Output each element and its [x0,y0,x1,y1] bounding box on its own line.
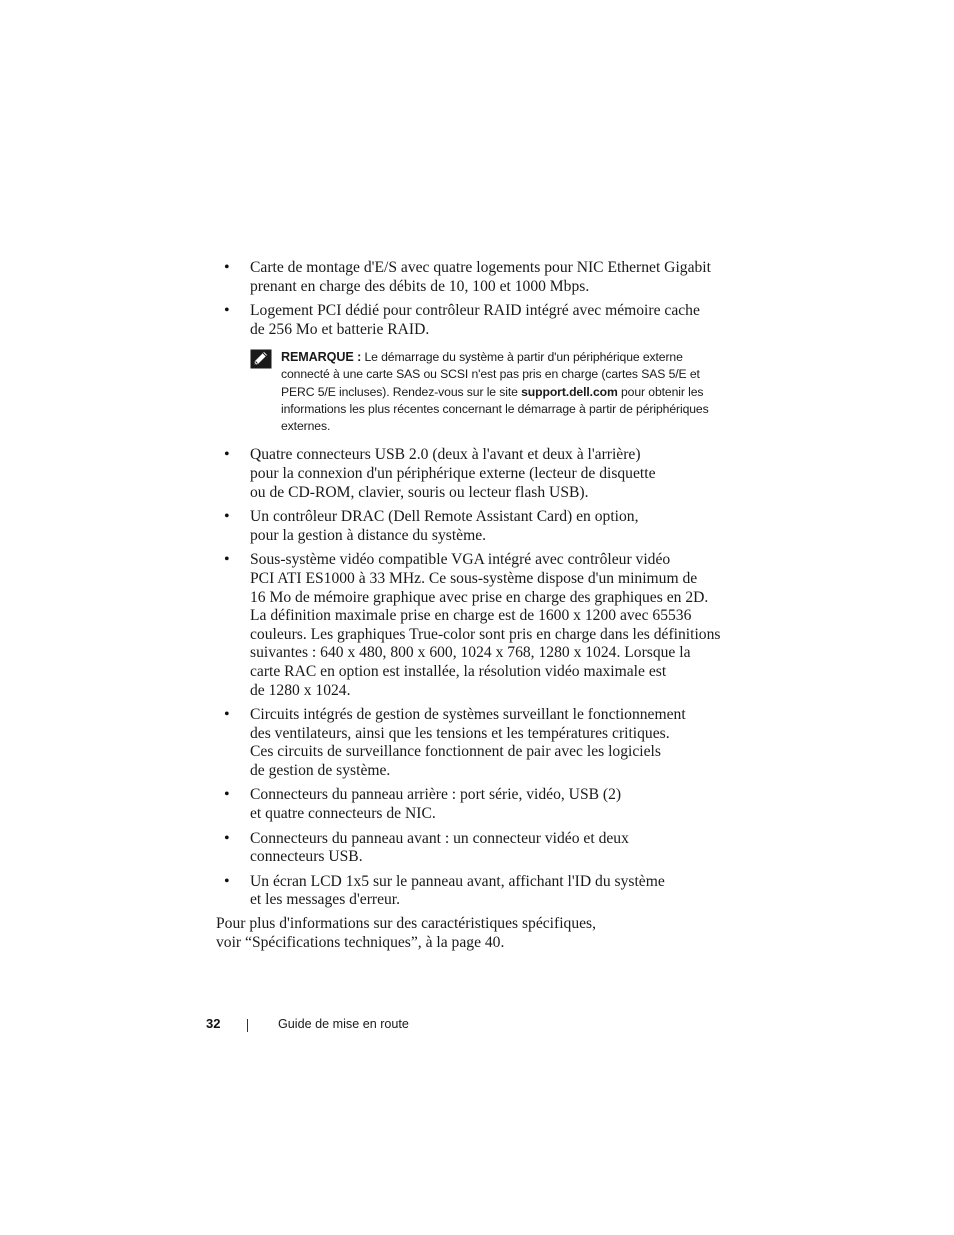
bullet-icon: • [224,446,230,464]
list-item-text: Un écran LCD 1x5 sur le panneau avant, affichant l'ID du système et les messages d'erreur. [250,872,665,909]
list-item [222,508,722,545]
note-body-end: pour obtenir les informations les plus récentes concernant le démarrage à partir de périphériques externes. [281,384,709,434]
list-item [222,446,722,502]
note-label: REMARQUE : [281,350,362,364]
page-footer [0,1014,954,1036]
list-item-text: Connecteurs du panneau arrière : port série, vidéo, USB (2) et quatre connecteurs de NIC. [250,786,622,823]
list-item [222,259,722,296]
bullet-icon: • [224,706,230,724]
list-item-text: Connecteurs du panneau avant : un connecteur vidéo et deux connecteurs USB. [250,829,629,866]
footer-divider [247,1019,248,1032]
list-item-text: Sous-système vidéo compatible VGA intégré avec contrôleur vidéo PCI ATI ES1000 à 33 MHz. Ce sous-système dispose d'un minimum de 16 Mo de mémoire graphique avec prise en charge des graphiques en 2D. La définition maximale prise en charge est de 1600 x 1200 avec 65536 couleurs. Les graphiques True-color sont pris en charge dans les définitions suivantes : 640 x 480, 800 x 600, 1024 x 768, 1280 x 1024. Lorsque la carte RAC en option est installée, la résolution vidéo maximale est de 1280 x 1024. [250,551,721,699]
bullet-icon: • [224,508,230,526]
list-item [222,830,722,867]
list-item [222,786,722,823]
list-item-text: Carte de montage d'E/S avec quatre logements pour NIC Ethernet Gigabit prenant en charge des débits de 10, 100 et 1000 Mbps. [250,259,711,295]
bullet-icon: • [224,302,230,320]
bullet-icon: • [224,786,230,804]
list-item [222,873,722,910]
list-item [222,302,722,339]
footer-title: Guide de mise en route [278,1017,409,1031]
note-body: Le démarrage du système à partir d'un périphérique externe connecté à une carte SAS ou SCSI n'est pas pris en charge (cartes SAS 5/E et PERC 5/E incluses). Rendez-vous sur le site [281,350,700,399]
page-number: 32 [206,1016,221,1031]
support-link[interactable]: support.dell.com [521,384,618,399]
list-item-text: Quatre connecteurs USB 2.0 (deux à l'avant et deux à l'arrière) pour la connexion d'un périphérique externe (lecteur de disquette ou de CD-ROM, clavier, souris ou lecteur flash USB). [250,446,656,501]
note-text [281,349,721,435]
bullet-icon: • [224,259,230,276]
bullet-icon: • [224,872,230,890]
list-item [222,551,722,700]
bullet-icon: • [224,829,230,847]
list-item [222,706,722,780]
pencil-note-icon [250,349,272,369]
closing-paragraph: Pour plus d'informations sur des caractéristiques spécifiques, voir “Spécifications techniques”, à la page 40. [216,915,597,951]
list-item-text: Un contrôleur DRAC (Dell Remote Assistant Card) en option, pour la gestion à distance du système. [250,508,639,544]
list-item-text: Logement PCI dédié pour contrôleur RAID intégré avec mémoire cache de 256 Mo et batterie RAID. [250,302,700,338]
list-item-text: Circuits intégrés de gestion de systèmes surveillant le fonctionnement des ventilateurs, ainsi que les tensions et les températures critiques. Ces circuits de surveillance fonctionnent de pair avec les logiciels de gestion de système. [250,706,686,779]
bullet-icon: • [224,551,230,569]
